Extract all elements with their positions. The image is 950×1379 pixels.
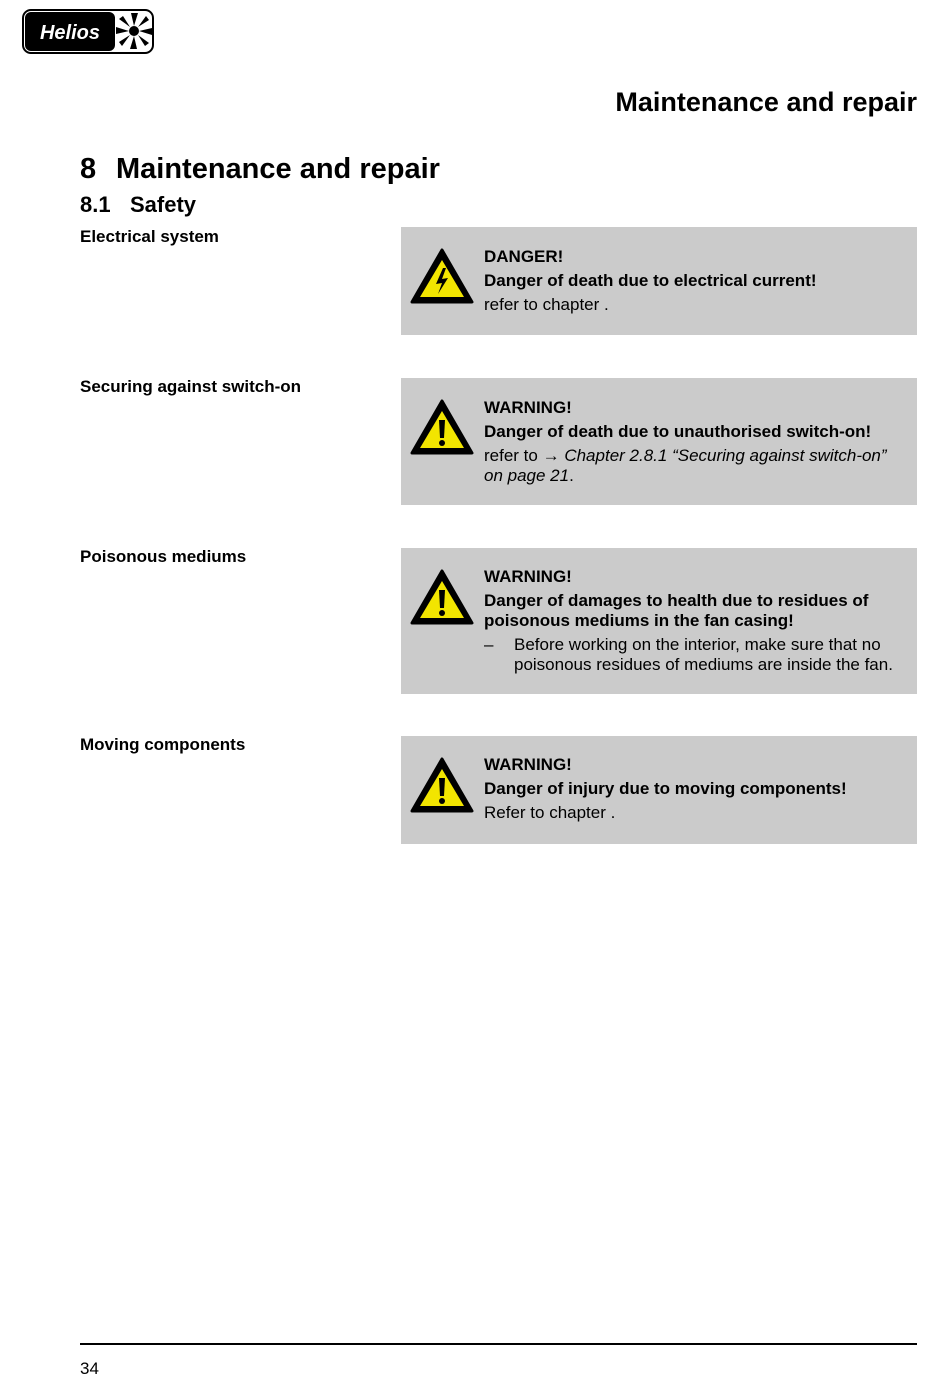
danger-box-electrical — [401, 227, 917, 335]
reference-suffix: . — [569, 466, 574, 485]
running-title: Maintenance and repair — [615, 87, 917, 117]
signal-word: DANGER! — [484, 247, 564, 266]
warning-box-moving-components — [401, 736, 917, 844]
hazard-text: Danger of damages to health due to residues of poisonous mediums in the fan casing! — [484, 591, 869, 630]
chapter-reference: Refer to chapter . — [484, 803, 616, 822]
topic-label-moving-components: Moving components — [80, 735, 246, 754]
chapter-reference — [484, 446, 905, 486]
hazard-text: Danger of injury due to moving components! — [484, 779, 847, 798]
instruction-text: Before working on the interior, make sure that no poisonous residues of mediums are inside the fan. — [514, 635, 893, 674]
warning-exclamation-icon — [410, 399, 474, 456]
topic-label-poisonous-mediums: Poisonous mediums — [80, 547, 247, 566]
arrow-icon: → — [542, 446, 560, 465]
warning-box-poisonous — [401, 548, 917, 694]
section-number: 8.1 — [80, 192, 111, 217]
electric-hazard-icon — [410, 248, 474, 305]
cross-reference-link[interactable]: Chapter 2.8.1 “Securing against switch-on” on page 21 — [484, 446, 887, 485]
chapter-number: 8 — [80, 153, 97, 185]
page-number: 34 — [80, 1359, 99, 1378]
section-heading — [80, 190, 196, 220]
section-title: Safety — [130, 192, 197, 217]
footer-divider — [80, 1343, 917, 1345]
logo-text: Helios — [39, 22, 101, 44]
hazard-text: Danger of death due to electrical current! — [484, 271, 817, 290]
warning-exclamation-icon — [410, 757, 474, 814]
signal-word: WARNING! — [484, 755, 572, 774]
helios-logo — [22, 9, 154, 54]
signal-word: WARNING! — [484, 567, 572, 586]
chapter-heading — [80, 150, 440, 188]
bullet-dash: – — [484, 635, 494, 654]
topic-label-securing-switch-on: Securing against switch-on — [80, 377, 302, 396]
hazard-text: Danger of death due to unauthorised switch-on! — [484, 422, 872, 441]
signal-word: WARNING! — [484, 398, 572, 417]
instruction-item — [484, 635, 905, 675]
warning-exclamation-icon — [410, 569, 474, 626]
fan-icon — [116, 13, 152, 49]
topic-label-electrical-system: Electrical system — [80, 227, 219, 246]
chapter-title: Maintenance and repair — [116, 153, 440, 185]
chapter-reference: refer to chapter . — [484, 295, 609, 314]
warning-box-switch-on — [401, 378, 917, 505]
reference-prefix: refer to — [484, 446, 538, 465]
